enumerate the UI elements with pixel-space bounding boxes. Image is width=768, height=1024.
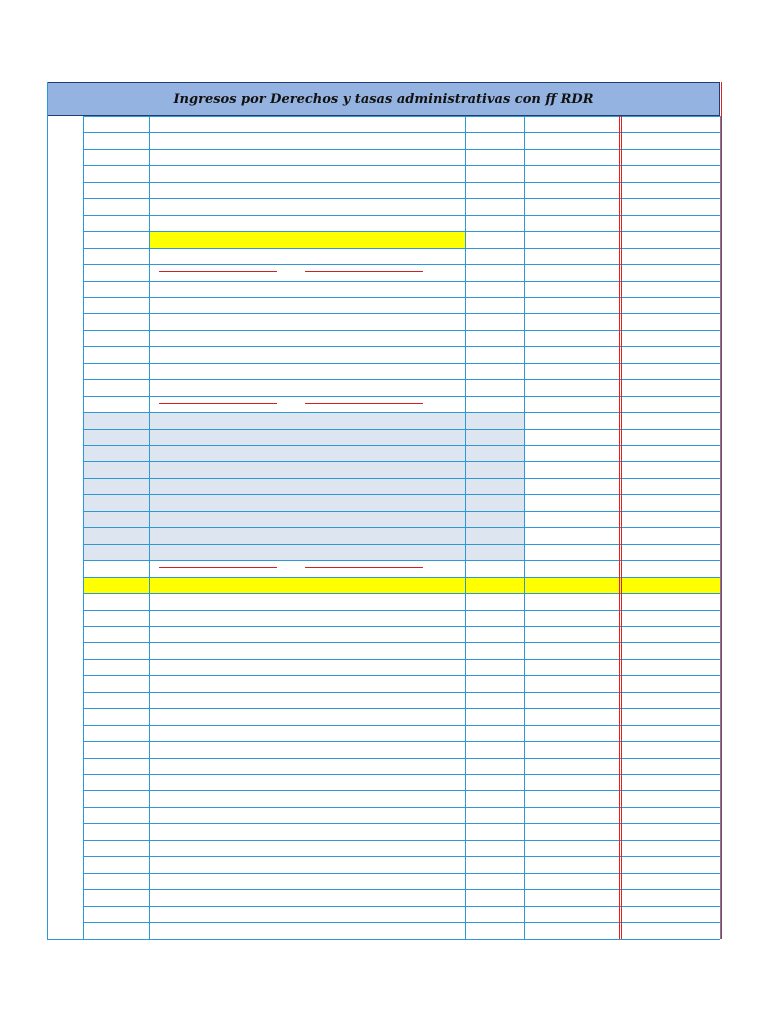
debit-column-divider <box>619 116 620 939</box>
row-gridline <box>83 461 720 462</box>
column-line <box>524 116 525 939</box>
row-gridline <box>83 494 720 495</box>
row-gridline <box>83 659 720 660</box>
signature-line <box>305 403 423 404</box>
row-gridline <box>83 889 720 890</box>
column-line <box>465 116 466 939</box>
row-gridline <box>83 692 720 693</box>
row-gridline <box>83 198 720 199</box>
row-gridline <box>83 132 720 133</box>
row-gridline <box>83 363 720 364</box>
row-gridline <box>83 396 720 397</box>
row-gridline <box>83 313 720 314</box>
highlight-row-yellow <box>83 577 720 593</box>
row-gridline <box>83 610 720 611</box>
row-gridline <box>83 922 720 923</box>
row-gridline <box>83 330 720 331</box>
row-gridline <box>83 429 720 430</box>
row-gridline <box>83 511 720 512</box>
highlight-yellow <box>149 231 465 247</box>
row-gridline <box>83 544 720 545</box>
row-gridline <box>83 758 720 759</box>
row-gridline <box>83 527 720 528</box>
signature-line <box>159 403 277 404</box>
row-gridline <box>83 807 720 808</box>
row-gridline <box>83 577 720 578</box>
row-gridline <box>83 412 720 413</box>
row-gridline <box>83 642 720 643</box>
signature-line <box>159 271 277 272</box>
row-gridline <box>83 560 720 561</box>
row-gridline <box>83 823 720 824</box>
row-gridline <box>83 478 720 479</box>
signature-line <box>159 567 277 568</box>
row-gridline <box>83 725 720 726</box>
row-gridline <box>83 248 720 249</box>
sheet-title: Ingresos por Derechos y tasas administrativas con ff RDR <box>47 82 720 116</box>
row-gridline <box>83 182 720 183</box>
row-gridline <box>83 856 720 857</box>
right-border <box>721 82 722 939</box>
credit-column-divider <box>621 116 622 939</box>
title-left-border <box>47 82 48 116</box>
row-gridline <box>83 116 720 117</box>
signature-line <box>305 271 423 272</box>
row-gridline <box>83 445 720 446</box>
column-line <box>149 116 150 939</box>
row-gridline <box>83 790 720 791</box>
row-gridline <box>83 231 720 232</box>
row-gridline <box>83 873 720 874</box>
column-line <box>47 116 48 939</box>
row-gridline <box>83 840 720 841</box>
row-gridline <box>83 281 720 282</box>
row-gridline <box>83 741 720 742</box>
row-gridline <box>83 297 720 298</box>
row-gridline <box>83 774 720 775</box>
table-bottom-line <box>47 939 720 940</box>
row-gridline <box>83 708 720 709</box>
signature-line <box>305 567 423 568</box>
row-gridline <box>83 906 720 907</box>
row-gridline <box>83 675 720 676</box>
row-gridline <box>83 215 720 216</box>
row-gridline <box>83 626 720 627</box>
column-line <box>83 116 84 939</box>
row-gridline <box>83 165 720 166</box>
row-gridline <box>83 346 720 347</box>
row-gridline <box>83 593 720 594</box>
row-gridline <box>83 149 720 150</box>
row-gridline <box>83 379 720 380</box>
row-gridline <box>83 264 720 265</box>
